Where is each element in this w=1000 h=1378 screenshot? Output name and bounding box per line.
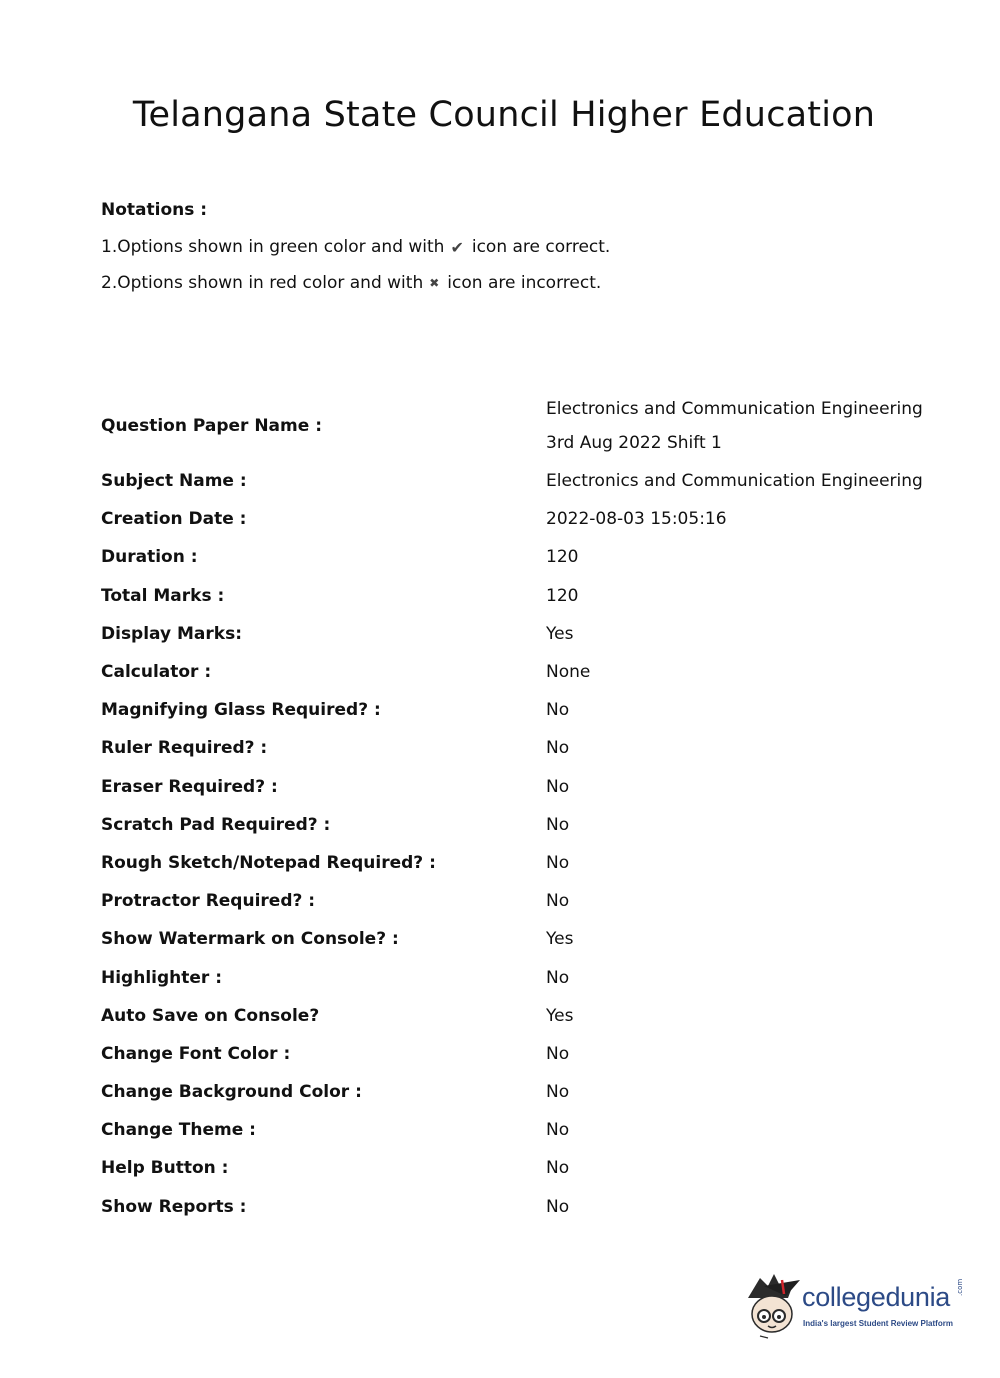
detail-value-line: Electronics and Communication Engineering [546, 399, 923, 419]
detail-row [101, 920, 926, 958]
detail-label: Ruler Required? : [101, 738, 268, 759]
detail-row [101, 729, 926, 767]
detail-value: No [546, 1120, 570, 1141]
detail-label: Question Paper Name : [101, 416, 322, 436]
detail-value: Electronics and Communication Engineering [546, 471, 923, 492]
detail-label: Display Marks: [101, 623, 242, 644]
detail-row [101, 1035, 926, 1073]
detail-label: Scratch Pad Required? : [101, 814, 331, 835]
notations-heading: Notations : [101, 200, 208, 220]
detail-label: Change Theme : [101, 1120, 256, 1141]
detail-row [101, 538, 926, 576]
detail-value-line: 3rd Aug 2022 Shift 1 [546, 433, 722, 453]
detail-row [101, 997, 926, 1035]
detail-label: Protractor Required? : [101, 891, 316, 912]
detail-row [101, 882, 926, 920]
detail-value: No [546, 1196, 570, 1217]
detail-label: Auto Save on Console? [101, 1005, 320, 1026]
detail-value: Yes [546, 929, 574, 950]
detail-row [101, 691, 926, 729]
page-title: Telangana State Council Higher Education [132, 95, 876, 135]
detail-label: Creation Date : [101, 509, 247, 530]
detail-row [101, 958, 926, 996]
notation-correct-text-start: 1.Options shown in green color and with [101, 237, 445, 257]
detail-label: Change Font Color : [101, 1043, 291, 1064]
detail-value [546, 390, 926, 462]
detail-label: Subject Name : [101, 471, 247, 492]
detail-label: Show Reports : [101, 1196, 247, 1217]
check-icon: ✔ [450, 237, 464, 257]
detail-row [101, 615, 926, 653]
detail-value: No [546, 776, 570, 797]
detail-label: Help Button : [101, 1158, 229, 1179]
detail-value: No [546, 700, 570, 721]
notation-incorrect-text-end: icon are incorrect. [447, 273, 602, 293]
paper-details-table [101, 390, 926, 1226]
detail-label: Show Watermark on Console? : [101, 929, 399, 950]
detail-value: No [546, 891, 570, 912]
detail-label: Change Background Color : [101, 1082, 362, 1103]
detail-label: Duration : [101, 547, 198, 568]
logo-dotcom: .com [956, 1278, 964, 1296]
detail-value: Yes [546, 1005, 574, 1026]
detail-label: Highlighter : [101, 967, 223, 988]
detail-label: Calculator : [101, 662, 212, 683]
detail-value: No [546, 1043, 570, 1064]
notation-incorrect-text-start: 2.Options shown in red color and with [101, 273, 424, 293]
detail-row [101, 806, 926, 844]
detail-value: Yes [546, 623, 574, 644]
detail-value: 120 [546, 585, 579, 606]
detail-row [101, 653, 926, 691]
notation-correct [101, 237, 610, 257]
logo-brand-text: collegedunia [802, 1282, 951, 1312]
detail-row [101, 1188, 926, 1226]
detail-row [101, 1149, 926, 1187]
cross-icon: ✖ [429, 276, 440, 290]
notations-section [101, 200, 610, 309]
detail-row-question-paper-name [101, 390, 926, 462]
detail-label: Rough Sketch/Notepad Required? : [101, 852, 436, 873]
detail-value: None [546, 662, 591, 683]
detail-value: 2022-08-03 15:05:16 [546, 509, 727, 530]
detail-value: No [546, 967, 570, 988]
notation-correct-text-end: icon are correct. [471, 237, 611, 257]
detail-value: No [546, 1082, 570, 1103]
detail-value: No [546, 1158, 570, 1179]
detail-row [101, 577, 926, 615]
detail-row [101, 462, 926, 500]
detail-value: No [546, 852, 570, 873]
detail-row [101, 1111, 926, 1149]
detail-value: No [546, 738, 570, 759]
notation-incorrect [101, 273, 610, 293]
mascot-icon [742, 1272, 802, 1340]
detail-value: 120 [546, 547, 579, 568]
detail-row [101, 1073, 926, 1111]
detail-label: Eraser Required? : [101, 776, 278, 797]
collegedunia-logo [742, 1272, 970, 1342]
detail-row [101, 500, 926, 538]
logo-tagline: India's largest Student Review Platform [803, 1319, 953, 1328]
detail-label: Total Marks : [101, 585, 225, 606]
detail-row [101, 768, 926, 806]
detail-row [101, 844, 926, 882]
detail-value: No [546, 814, 570, 835]
detail-label: Magnifying Glass Required? : [101, 700, 381, 721]
